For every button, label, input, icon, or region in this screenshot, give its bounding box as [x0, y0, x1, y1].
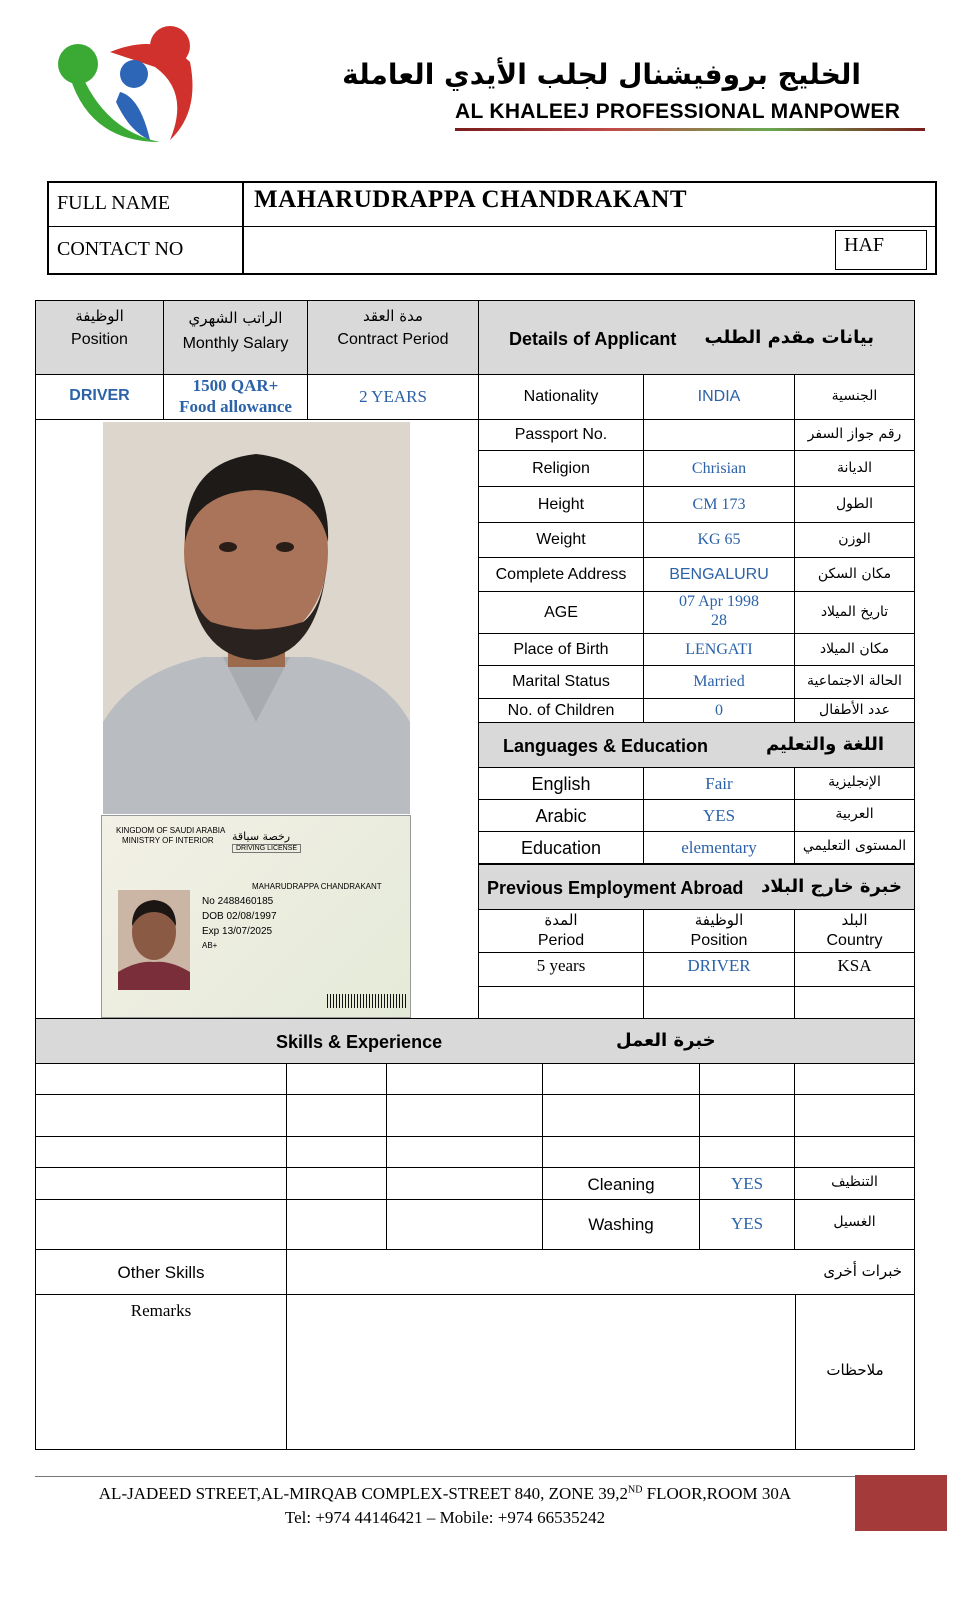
language-row-arabic: الإنجليزية: [794, 767, 915, 800]
employment-header: Previous Employment Abroad خبرة خارج البلاد: [478, 864, 915, 910]
applicant-row-arabic: الطول: [794, 486, 915, 523]
contract-value: 2 YEARS: [307, 374, 479, 420]
applicant-row-label: AGE: [478, 591, 644, 634]
empty-cell: [478, 986, 644, 1019]
skills-cell: [286, 1199, 387, 1250]
applicant-row-value: KG 65: [643, 522, 795, 558]
contact-label: CONTACT NO: [57, 238, 184, 260]
applicant-row-arabic: مكان السكن: [794, 557, 915, 592]
languages-header: Languages & Education اللغة والتعليم: [478, 722, 915, 768]
skills-cell: [386, 1199, 543, 1250]
skills-cell: [794, 1063, 915, 1095]
prev-country-value: KSA: [794, 952, 915, 987]
position-header: الوظيفة Position: [35, 300, 164, 375]
driving-license-image: KINGDOM OF SAUDI ARABIA MINISTRY OF INTERIOR رخصة سياقة DRIVING LICENSE MAHARUDRAPPA CHANDRAKANT No 2488460185 DOB 02/08/1997 Exp 13/07/2025 AB+: [101, 815, 411, 1018]
applicant-row-value: 07 Apr 1998 28: [643, 591, 795, 634]
applicant-row-label: Height: [478, 486, 644, 523]
applicant-row-arabic: رقم جواز السفر: [794, 419, 915, 451]
period-column-header: المدة Period: [478, 909, 644, 953]
footer-phone: Tel: +974 44146421 – Mobile: +974 66535242: [284, 1508, 606, 1527]
skills-cell: [35, 1199, 287, 1250]
skills-cell: Washing: [542, 1199, 700, 1250]
skills-cell: [386, 1063, 543, 1095]
skills-cell: [286, 1167, 387, 1200]
skills-cell: [542, 1063, 700, 1095]
skills-cell: [386, 1136, 543, 1168]
name-contact-table: [47, 181, 937, 275]
footer-address: AL-JADEED STREET,AL-MIRQAB COMPLEX-STREET 840, ZONE 39,2ND FLOOR,ROOM 30A: [98, 1484, 792, 1503]
other-skills-label: Other Skills: [35, 1249, 287, 1295]
other-skills-field: خبرات أخرى: [286, 1249, 915, 1295]
applicant-row-label: Place of Birth: [478, 633, 644, 666]
footer-divider: [35, 1476, 855, 1477]
skills-cell: [542, 1136, 700, 1168]
language-row-value: YES: [643, 799, 795, 832]
applicant-row-label: Passport No.: [478, 419, 644, 451]
applicant-row-label: Nationality: [478, 374, 644, 420]
skills-cell: [794, 1094, 915, 1137]
applicant-row-value: INDIA: [643, 374, 795, 420]
prev-position-value: DRIVER: [643, 952, 795, 987]
remarks-field: [286, 1294, 796, 1450]
prev-period-value: 5 years: [478, 952, 644, 987]
applicant-row-value: Chrisian: [643, 450, 795, 487]
skills-cell: YES: [699, 1167, 795, 1200]
language-row-label: Education: [478, 831, 644, 864]
skills-cell: [699, 1094, 795, 1137]
empty-cell: [643, 986, 795, 1019]
skills-cell: [35, 1167, 287, 1200]
skills-cell: [35, 1094, 287, 1137]
applicant-row-value: CM 173: [643, 486, 795, 523]
applicant-row-value: BENGALURU: [643, 557, 795, 592]
skills-cell: [699, 1136, 795, 1168]
remarks-arabic-label: ملاحظات: [795, 1294, 915, 1450]
applicant-row-label: Religion: [478, 450, 644, 487]
skills-cell: Cleaning: [542, 1167, 700, 1200]
full-name-label: FULL NAME: [57, 192, 171, 214]
position-value: DRIVER: [35, 374, 164, 420]
company-name-arabic: الخليج بروفيشنال لجلب الأيدي العاملة: [342, 58, 861, 91]
skills-cell: [542, 1094, 700, 1137]
skills-cell: [286, 1136, 387, 1168]
skills-cell: [286, 1094, 387, 1137]
applicant-row-value: Married: [643, 665, 795, 699]
skills-header: Skills & Experience خبرة العمل: [35, 1018, 915, 1064]
skills-cell: [699, 1063, 795, 1095]
skills-cell: YES: [699, 1199, 795, 1250]
company-name-english: AL KHALEEJ PROFESSIONAL MANPOWER: [455, 100, 901, 123]
language-row-arabic: العربية: [794, 799, 915, 832]
country-column-header: البلد Country: [794, 909, 915, 953]
remarks-label: Remarks: [35, 1294, 287, 1450]
company-underline: [455, 128, 925, 131]
empty-cell: [794, 986, 915, 1019]
applicant-row-label: No. of Children: [478, 698, 644, 723]
applicant-row-arabic: الديانة: [794, 450, 915, 487]
language-row-label: Arabic: [478, 799, 644, 832]
reference-code: HAF: [835, 230, 927, 270]
applicant-row-arabic: مكان الميلاد: [794, 633, 915, 666]
applicant-row-value: [643, 419, 795, 451]
skills-cell: [35, 1063, 287, 1095]
skills-cell: [794, 1136, 915, 1168]
language-row-value: elementary: [643, 831, 795, 864]
skills-cell: [35, 1136, 287, 1168]
applicant-row-arabic: تاريخ الميلاد: [794, 591, 915, 634]
salary-header: الراتب الشهري Monthly Salary: [163, 300, 308, 375]
full-name-value: MAHARUDRAPPA CHANDRAKANT: [254, 186, 688, 213]
prev-position-column-header: الوظيفة Position: [643, 909, 795, 953]
applicant-row-arabic: الحالة الاجتماعية: [794, 665, 915, 699]
skills-cell: [386, 1094, 543, 1137]
applicant-photo: [103, 422, 410, 814]
company-logo: [50, 22, 200, 152]
applicant-details-header: Details of Applicant بيانات مقدم الطلب: [478, 300, 915, 375]
applicant-row-label: Marital Status: [478, 665, 644, 699]
applicant-row-label: Weight: [478, 522, 644, 558]
applicant-row-value: LENGATI: [643, 633, 795, 666]
language-row-label: English: [478, 767, 644, 800]
applicant-row-arabic: الوزن: [794, 522, 915, 558]
skills-cell: الغسيل: [794, 1199, 915, 1250]
skills-cell: التنظيف: [794, 1167, 915, 1200]
applicant-row-label: Complete Address: [478, 557, 644, 592]
language-row-arabic: المستوى التعليمي: [794, 831, 915, 864]
footer-color-block: [855, 1475, 947, 1531]
skills-cell: [386, 1167, 543, 1200]
skills-cell: [286, 1063, 387, 1095]
salary-value: 1500 QAR+ Food allowance: [163, 374, 308, 420]
applicant-row-arabic: عدد الأطفال: [794, 698, 915, 723]
applicant-row-arabic: الجنسية: [794, 374, 915, 420]
language-row-value: Fair: [643, 767, 795, 800]
applicant-row-value: 0: [643, 698, 795, 723]
contract-header: مدة العقد Contract Period: [307, 300, 479, 375]
